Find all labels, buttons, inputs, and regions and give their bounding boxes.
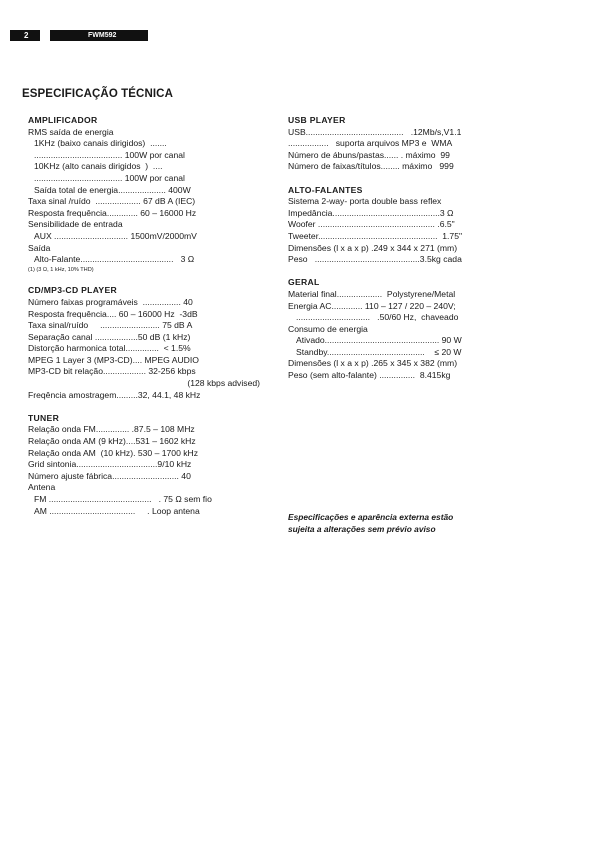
model-label: FWM592 [50, 30, 148, 41]
section-heading: USB PLAYER [288, 115, 346, 125]
spec-section [28, 413, 260, 517]
spec-section [288, 277, 488, 381]
spec-row: FM ........................................... . 75 Ω sem fio [34, 494, 212, 504]
section-gap [288, 173, 488, 185]
spec-section [28, 115, 260, 274]
change-notice [288, 511, 453, 535]
spec-row: Dimensões (l x a x p) .249 x 344 x 271 (mm) [288, 242, 458, 253]
spec-row: Woofer ................................................. .6.5" [288, 219, 455, 230]
page-title: ESPECIFICAÇÃO TÉCNICA [22, 88, 173, 100]
spec-row: Tweeter.................................................. 1.75" [288, 230, 463, 241]
spec-row: Resposta frequência............. 60 – 16000 Hz [28, 207, 197, 218]
spec-row: Relação onda AM (10 kHz). 530 – 1700 kHz [28, 447, 199, 458]
change-notice-line-1: Especificações e aparência externa estão [288, 512, 454, 522]
spec-row: Número de faixas/títulos........ máximo 999 [288, 161, 454, 172]
spec-row: Dimensões (l x a x p) .265 x 345 x 382 (mm) [288, 358, 458, 369]
section-gap [288, 266, 488, 278]
spec-row: Grid sintonia..................................9/10 kHz [28, 459, 192, 470]
section-gap [28, 401, 260, 413]
spec-row: ..................................... 100W por canal [34, 172, 185, 183]
spec-row: Resposta frequência.... 60 – 16000 Hz -3dB [28, 308, 198, 319]
spec-row: RMS saída de energia [28, 126, 114, 137]
change-notice-line-2: sujeita a alterações sem prévio aviso [288, 524, 436, 534]
spec-section [288, 115, 488, 173]
spec-row: Saída [28, 242, 51, 253]
spec-row: Separação canal ..................50 dB (1 kHz) [28, 331, 191, 342]
spec-row: Energia AC............. 110 – 127 / 220 – 240V; [288, 300, 456, 311]
page-number: 2 [10, 30, 40, 41]
spec-row: MPEG 1 Layer 3 (MP3-CD).... MPEG AUDIO [28, 354, 199, 365]
spec-row: Número ajuste fábrica............................ 40 [28, 470, 191, 481]
spec-row: (1) (3 Ω, 1 kHz, 10% THD) [28, 266, 94, 273]
spec-row: Número de ábuns/pastas...... . máximo 99 [288, 149, 450, 160]
spec-row: Peso (sem alto-falante) ............... 8.415kg [288, 370, 451, 381]
spec-row: 10KHz (alto canais dirigidos ) .... [34, 161, 163, 172]
spec-row: AM .................................... . Loop antena [34, 505, 200, 516]
spec-row: Relação onda AM (9 kHz)....531 – 1602 kHz [28, 436, 196, 447]
spec-row: 1KHz (baixo canais dirigidos) ....... [34, 138, 167, 149]
section-heading: TUNER [28, 412, 60, 423]
spec-section [28, 285, 260, 401]
spec-row: (128 kbps advised) [187, 378, 260, 389]
section-gap [28, 274, 260, 286]
spec-row: Número faixas programáveis ................ 40 [28, 296, 193, 307]
spec-row: Antena [28, 482, 56, 493]
left-spec-column [28, 115, 260, 517]
spec-row: ................. suporta arquivos MP3 e WMA [288, 138, 453, 149]
spec-row: Taxa sinal /ruído ................... 67 dB A (IEC) [28, 196, 196, 207]
right-spec-column [288, 115, 488, 382]
spec-row: USB......................................... .12Mb/s,V1.1 [288, 126, 462, 137]
spec-row: Relação onda FM.............. .87.5 – 108 MHz [28, 424, 195, 435]
spec-row: MP3-CD bit relação.................. 32-256 kbps [28, 366, 196, 377]
section-heading: CD/MP3-CD PLAYER [28, 285, 117, 296]
spec-row: Taxa sinal/ruído ......................... 75 dB A [28, 320, 193, 331]
spec-row: Ativado................................................ 90 W [296, 335, 462, 346]
spec-row: Peso ............................................3.5kg cada [288, 254, 462, 265]
spec-row: Consumo de energia [288, 323, 368, 334]
section-heading: ALTO-FALANTES [288, 184, 363, 195]
page-header [10, 30, 148, 41]
spec-row: Freqência amostragem.........32, 44.1, 48 kHz [28, 389, 201, 400]
spec-row: ..................................... 100W por canal [34, 149, 185, 160]
spec-row: Alto-Falante....................................... 3 Ω [34, 254, 195, 265]
spec-row: Distorção harmonica total.............. < 1.5% [28, 343, 191, 354]
section-heading: GERAL [288, 277, 320, 288]
section-heading: AMPLIFICADOR [28, 115, 98, 125]
spec-row: ............................... .50/60 Hz, chaveado [296, 312, 459, 323]
spec-row: AUX ............................... 1500mV/2000mV [34, 230, 197, 241]
spec-row: Sensibilidade de entrada [28, 219, 123, 230]
spec-row: Saída total de energia.................... 400W [34, 184, 191, 195]
spec-row: Material final................... Polystyrene/Metal [288, 288, 456, 299]
spec-section [288, 185, 488, 266]
spec-row: Standby......................................... ≤ 20 W [296, 346, 462, 357]
spec-row: Impedância.............................................3 Ω [288, 207, 454, 218]
spec-row: Sistema 2-way- porta double bass reflex [288, 196, 442, 207]
